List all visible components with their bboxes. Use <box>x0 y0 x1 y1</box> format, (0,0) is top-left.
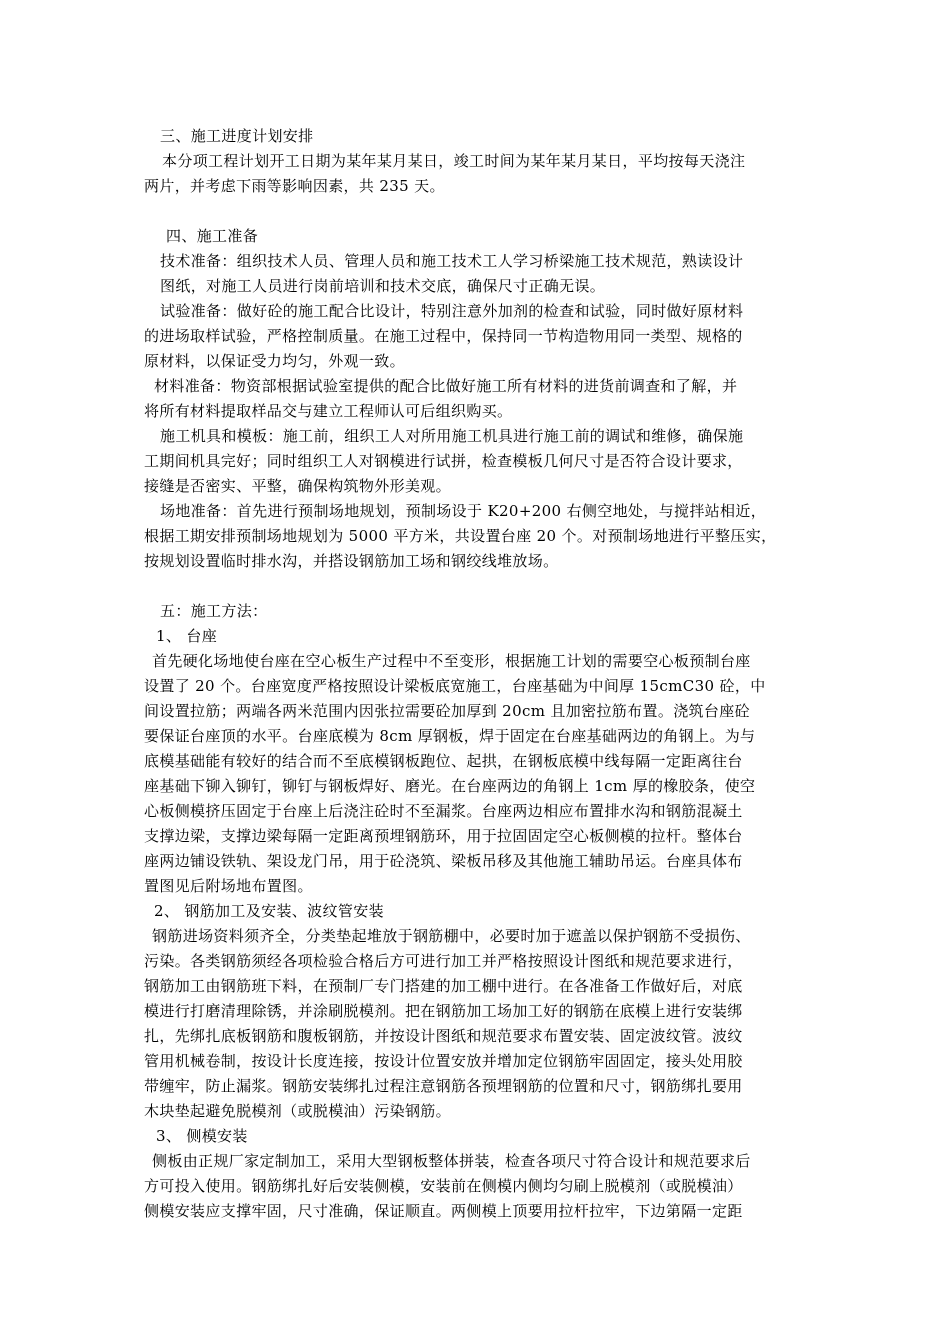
paragraph-line: 技术准备：组织技术人员、管理人员和施工技术工人学习桥梁施工技术规范，熟读设计 <box>160 252 744 270</box>
paragraph-line: 场地准备：首先进行预制场地规划，预制场设于 K20+200 右侧空地处，与搅拌站相近， <box>160 502 767 520</box>
paragraph-line: 图纸，对施工人员进行岗前培训和技术交底，确保尺寸正确无误。 <box>160 277 606 295</box>
paragraph-line: 两片，并考虑下雨等影响因素，共 235 天。 <box>144 177 445 195</box>
paragraph-line: 支撑边梁，支撑边梁每隔一定距离预埋钢筋环，用于拉固固定空心板侧模的拉杆。整体台 <box>144 827 743 845</box>
paragraph-line: 要保证台座顶的水平。台座底模为 8cm 厚钢板，焊于固定在台座基础两边的角钢上。为与 <box>144 727 756 745</box>
paragraph-line: 按规划设置临时排水沟，并搭设钢筋加工场和钢绞线堆放场。 <box>144 552 559 570</box>
section-heading-method: 五：施工方法： <box>160 602 268 620</box>
paragraph-line: 试验准备：做好砼的施工配合比设计，特别注意外加剂的检查和试验，同时做好原材料 <box>160 302 744 320</box>
paragraph-line: 钢筋加工由钢筋班下料，在预制厂专门搭建的加工棚中进行。在各准备工作做好后，对底 <box>144 977 743 995</box>
paragraph-line: 的进场取样试验，严格控制质量。在施工过程中，保持同一节构造物用同一类型、规格的 <box>144 327 743 345</box>
paragraph-line: 带缠牢，防止漏浆。钢筋安装绑扎过程注意钢筋各预埋钢筋的位置和尺寸，钢筋绑扎要用 <box>144 1077 743 1095</box>
subsection-title-pedestal: 1、 台座 <box>156 627 218 645</box>
paragraph-line: 钢筋进场资料须齐全，分类垫起堆放于钢筋棚中，必要时加于遮盖以保护钢筋不受损伤、 <box>152 927 751 945</box>
subsection-title-side-form: 3、 侧模安装 <box>156 1127 248 1145</box>
paragraph-line: 设置了 20 个。台座宽度严格按照设计梁板底宽施工，台座基础为中间厚 15cmC30 砼，中 <box>144 677 766 695</box>
paragraph-line: 扎，先绑扎底板钢筋和腹板钢筋，并按设计图纸和规范要求布置安装、固定波纹管。波纹 <box>144 1027 743 1045</box>
paragraph-line: 方可投入使用。钢筋绑扎好后安装侧模，安装前在侧模内侧均匀刷上脱模剂（或脱模油） <box>144 1177 743 1195</box>
paragraph-line: 木块垫起避免脱模剂（或脱模油）污染钢筋。 <box>144 1102 452 1120</box>
paragraph-line: 工期间机具完好；同时组织工人对钢模进行试拼，检查模板几何尺寸是否符合设计要求， <box>144 452 743 470</box>
paragraph-line: 原材料，以保证受力均匀，外观一致。 <box>144 352 405 370</box>
paragraph-line: 座两边铺设铁轨、架设龙门吊，用于砼浇筑、梁板吊移及其他施工辅助吊运。台座具体布 <box>144 852 743 870</box>
paragraph-line: 将所有材料提取样品交与建立工程师认可后组织购买。 <box>144 402 513 420</box>
paragraph-line: 心板侧模挤压固定于台座上后浇注砼时不至漏浆。台座两边相应布置排水沟和钢筋混凝土 <box>144 802 743 820</box>
paragraph-line: 座基础下铆入铆钉，铆钉与钢板焊好、磨光。在台座两边的角钢上 1cm 厚的橡胶条，使空 <box>144 777 756 795</box>
paragraph-line: 首先硬化场地使台座在空心板生产过程中不至变形，根据施工计划的需要空心板预制台座 <box>152 652 751 670</box>
section-heading-schedule: 三、施工进度计划安排 <box>160 127 314 145</box>
paragraph-line: 污染。各类钢筋须经各项检验合格后方可进行加工并严格按照设计图纸和规范要求进行， <box>144 952 743 970</box>
paragraph-line: 底模基础能有较好的结合而不至底模钢板跑位、起拱，在钢板底模中线每隔一定距离往台 <box>144 752 743 770</box>
paragraph-line: 侧模安装应支撑牢固，尺寸准确，保证顺直。两侧模上顶要用拉杆拉牢，下边第隔一定距 <box>144 1202 743 1220</box>
paragraph-line: 根据工期安排预制场地规划为 5000 平方米，共设置台座 20 个。对预制场地进行平整压实， <box>144 527 777 545</box>
paragraph-line: 模进行打磨清理除锈，并涂刷脱模剂。把在钢筋加工场加工好的钢筋在底模上进行安装绑 <box>144 1002 743 1020</box>
paragraph-gap <box>144 574 806 599</box>
paragraph-line: 间设置拉筋；两端各两米范围内因张拉需要砼加厚到 20cm 且加密拉筋布置。浇筑台座砼 <box>144 702 750 720</box>
paragraph-line: 接缝是否密实、平整，确保构筑物外形美观。 <box>144 477 452 495</box>
paragraph-line: 置图见后附场地布置图。 <box>144 877 313 895</box>
paragraph-line: 施工机具和模板：施工前，组织工人对所用施工机具进行施工前的调试和维修，确保施 <box>160 427 744 445</box>
section-heading-preparation: 四、施工准备 <box>166 227 259 245</box>
paragraph-line: 本分项工程计划开工日期为某年某月某日，竣工时间为某年某月某日，平均按每天浇注 <box>162 152 746 170</box>
subsection-title-rebar: 2、 钢筋加工及安装、波纹管安装 <box>154 902 384 920</box>
paragraph-line: 材料准备：物资部根据试验室提供的配合比做好施工所有材料的进货前调查和了解，并 <box>154 377 738 395</box>
document-page <box>144 124 806 1224</box>
paragraph-gap <box>144 199 806 224</box>
paragraph-line: 管用机械卷制，按设计长度连接，按设计位置安放并增加定位钢筋牢固固定，接头处用胶 <box>144 1052 743 1070</box>
paragraph-line: 侧板由正规厂家定制加工，采用大型钢板整体拼装，检查各项尺寸符合设计和规范要求后 <box>152 1152 751 1170</box>
